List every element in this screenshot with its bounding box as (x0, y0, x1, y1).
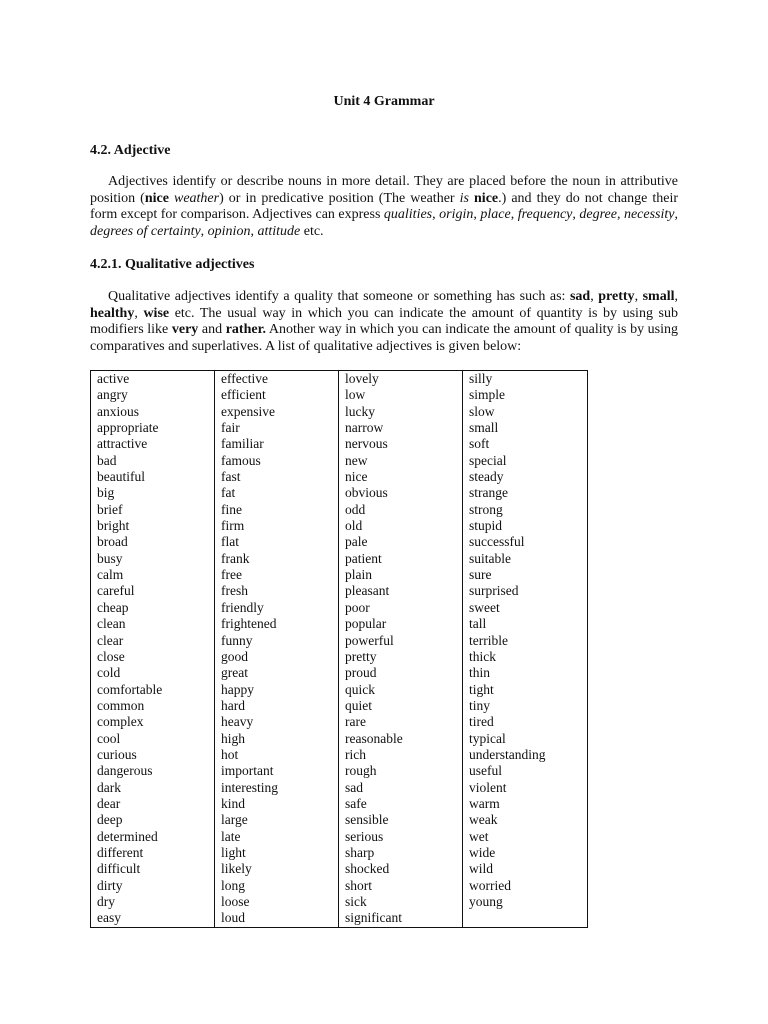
adjective-word: new (345, 452, 368, 468)
adjective-word: hot (221, 746, 239, 762)
adjective-word: cold (97, 665, 121, 681)
adjective-column-4 (463, 371, 588, 928)
text-run: etc. (300, 223, 324, 239)
adjective-word: determined (97, 828, 158, 844)
bold-term: small (642, 289, 675, 304)
adjective-word: famous (221, 452, 261, 468)
adjective-word: large (221, 812, 248, 828)
section-heading-adjective: 4.2. Adjective (90, 143, 171, 158)
adjective-word: thick (469, 648, 496, 664)
adjective-word: fat (221, 485, 236, 501)
adjective-word: rare (345, 714, 366, 730)
adjective-word: pale (345, 534, 368, 550)
italic-term: degree (579, 207, 617, 222)
adjective-word: slow (469, 403, 495, 419)
italic-term: origin (439, 207, 474, 222)
adjective-word: tired (469, 714, 494, 730)
adjective-word: expensive (221, 403, 275, 419)
adjective-word: bad (97, 452, 117, 468)
adjective-word: special (469, 452, 507, 468)
adjective-word: busy (97, 550, 123, 566)
adjective-word: quick (345, 681, 375, 697)
italic-term: weather (173, 190, 220, 206)
text-run: , (674, 207, 678, 222)
adjective-word: wet (469, 828, 489, 844)
adjective-word: successful (469, 534, 525, 550)
adjective-column-1 (91, 371, 215, 928)
adjective-word: safe (345, 795, 367, 811)
adjective-word: good (221, 648, 248, 664)
adjective-word: sensible (345, 812, 389, 828)
adjective-word: angry (97, 387, 128, 403)
text-run: , (432, 207, 440, 222)
adjective-word: sharp (345, 844, 375, 860)
adjective-word: serious (345, 828, 384, 844)
bold-term: pretty (598, 289, 635, 304)
adjective-word: calm (97, 567, 124, 583)
adjective-word: anxious (97, 403, 139, 419)
adjective-word: common (97, 697, 145, 713)
adjective-word: efficient (221, 387, 266, 403)
adjective-word: hard (221, 697, 245, 713)
adjective-word: suitable (469, 550, 511, 566)
subsection-heading-qualitative: 4.2.1. Qualitative adjectives (90, 257, 255, 272)
adjective-word: silly (469, 371, 493, 386)
adjective-word: quiet (345, 697, 372, 713)
adjective-word: kind (221, 795, 246, 811)
adjective-column-2 (215, 371, 339, 928)
text-run: , (616, 207, 624, 222)
adjective-word: powerful (345, 632, 394, 648)
adjective-word: young (469, 894, 503, 909)
adjective-word: comfortable (97, 681, 163, 697)
adjective-word: obvious (345, 485, 388, 501)
adjective-word: short (345, 877, 372, 893)
adjective-word: patient (345, 550, 382, 566)
text-run: and (198, 322, 226, 337)
adjective-word: rough (345, 763, 377, 779)
italic-term: attitude (257, 223, 301, 239)
text-run: ) or in predicative position (The weather (219, 190, 460, 206)
adjective-word: weak (469, 812, 498, 828)
adjective-word: steady (469, 469, 504, 485)
adjective-word: sad (345, 779, 363, 795)
text-run: Adjectives identify or describe nouns in more detail. They are placed before the noun in attributive position ( (90, 174, 678, 206)
adjective-word: nice (345, 469, 368, 485)
text-run: , (250, 223, 258, 239)
qualitative-paragraph (90, 289, 678, 355)
adjective-word: interesting (221, 779, 278, 795)
adjective-word: fresh (221, 583, 248, 599)
adjective-column-3 (339, 371, 463, 928)
adjective-word: late (221, 828, 241, 844)
text-run: , (674, 289, 678, 304)
adjective-word: wild (469, 861, 494, 877)
adjective-word: great (221, 665, 248, 681)
adjective-word: familiar (221, 436, 264, 452)
adjective-word: tall (469, 616, 487, 632)
italic-term: qualities (383, 207, 433, 222)
adjective-word: dangerous (97, 763, 153, 779)
adjective-word: low (345, 387, 366, 403)
adjective-word: loose (221, 894, 250, 909)
adjective-word: strange (469, 485, 508, 501)
adjective-word: useful (469, 763, 502, 779)
adjective-word: likely (221, 861, 252, 877)
italic-term: frequency (517, 207, 573, 222)
adjective-paragraph (90, 174, 678, 240)
adjective-word: effective (221, 371, 268, 386)
adjective-word: close (97, 648, 125, 664)
adjective-word: lucky (345, 403, 375, 419)
adjective-word: poor (345, 599, 370, 615)
adjective-table (90, 370, 588, 928)
adjective-word: narrow (345, 420, 384, 436)
adjective-word: dark (97, 779, 121, 795)
adjective-word: nervous (345, 436, 388, 452)
adjective-word: proud (345, 665, 377, 681)
adjective-word: tight (469, 681, 494, 697)
adjective-word: bright (97, 518, 130, 534)
adjective-word: cheap (97, 599, 129, 615)
text-run: Another way in which you can indicate the amount of quality is by using comparatives and superlatives. A list of qualitative adjectives is given below: (90, 322, 679, 354)
bold-term: healthy (90, 305, 135, 321)
adjective-word: understanding (469, 746, 546, 762)
text-run: , (634, 289, 643, 304)
adjective-word: long (221, 877, 246, 893)
adjective-word: sweet (469, 599, 500, 615)
adjective-word: clean (97, 616, 126, 632)
adjective-word: sure (469, 567, 492, 583)
adjective-word: light (221, 844, 246, 860)
adjective-word: sick (345, 894, 367, 909)
italic-term: necessity (623, 207, 675, 222)
bold-term: sad (569, 289, 591, 304)
adjective-word: curious (97, 746, 137, 762)
adjective-word: fair (221, 420, 240, 436)
adjective-word: clear (97, 632, 124, 648)
adjective-word: popular (345, 616, 387, 632)
adjective-word: stupid (469, 518, 503, 534)
bold-term: wise (143, 305, 170, 321)
adjective-word: careful (97, 583, 135, 599)
adjective-word: strong (469, 501, 503, 517)
bold-term: rather. (225, 322, 267, 337)
text-run: , (572, 207, 580, 222)
adjective-word: reasonable (345, 730, 403, 746)
adjective-word: old (345, 518, 363, 534)
adjective-word: simple (469, 387, 505, 403)
text-run: , (510, 207, 518, 222)
italic-term: degrees of certainty (90, 223, 201, 239)
adjective-word: surprised (469, 583, 519, 599)
adjective-word: beautiful (97, 469, 145, 485)
adjective-word: big (97, 485, 115, 501)
bold-term: nice (474, 190, 499, 206)
adjective-word: dry (97, 894, 115, 909)
adjective-word: complex (97, 714, 144, 730)
adjective-word: plain (345, 567, 372, 583)
adjective-word: fast (221, 469, 241, 485)
adjective-word: pleasant (345, 583, 390, 599)
adjective-word: high (221, 730, 246, 746)
text-run: , (134, 305, 144, 321)
text-run: Qualitative adjectives identify a quality that someone or something has such as: (108, 289, 570, 304)
adjective-word: thin (469, 665, 491, 681)
adjective-word: wide (469, 844, 496, 860)
text-run: , (473, 207, 481, 222)
bold-term: very (171, 322, 199, 337)
adjective-word: deep (97, 812, 123, 828)
adjective-word: pretty (345, 648, 377, 664)
italic-term: opinion (207, 223, 251, 239)
adjective-word: lovely (345, 371, 379, 386)
adjective-word: shocked (345, 861, 390, 877)
adjective-word: firm (221, 518, 245, 534)
adjective-word: easy (97, 910, 121, 926)
adjective-word: friendly (221, 599, 264, 615)
text-run: , (590, 289, 599, 304)
adjective-word: dear (97, 795, 121, 811)
adjective-word: appropriate (97, 420, 159, 436)
adjective-word: rich (345, 746, 366, 762)
adjective-word: soft (469, 436, 490, 452)
adjective-word: terrible (469, 632, 508, 648)
adjective-word: funny (221, 632, 253, 648)
adjective-word: warm (469, 795, 500, 811)
italic-term: place (480, 207, 511, 222)
adjective-word: violent (469, 779, 507, 795)
adjective-word: significant (345, 910, 402, 926)
text-run: etc. The usual way in which you can indicate the amount of quantity is by using sub modifiers like (90, 305, 678, 337)
adjective-word: happy (221, 681, 254, 697)
adjective-word: cool (97, 730, 121, 746)
adjective-word: frank (221, 550, 250, 566)
adjective-word: broad (97, 534, 128, 550)
unit-title: Unit 4 Grammar (333, 94, 435, 109)
adjective-word: difficult (97, 861, 141, 877)
adjective-word: heavy (221, 714, 254, 730)
adjective-word: frightened (221, 616, 277, 632)
adjective-word: small (469, 420, 499, 436)
adjective-word: important (221, 763, 274, 779)
adjective-word: different (97, 844, 144, 860)
text-run: .) and they do not change their form except for comparison. Adjectives can express (90, 190, 679, 222)
adjective-word: worried (469, 877, 511, 893)
adjective-word: tiny (469, 697, 491, 713)
adjective-word: odd (345, 501, 366, 517)
adjective-word: attractive (97, 436, 148, 452)
adjective-word: flat (221, 534, 239, 550)
adjective-word: active (97, 371, 130, 386)
adjective-word: brief (97, 501, 123, 517)
text-run: , (200, 223, 208, 239)
italic-term: is (459, 190, 469, 206)
adjective-word: loud (221, 910, 246, 926)
adjective-word: fine (221, 501, 242, 517)
adjective-word: typical (469, 730, 506, 746)
bold-term: nice (144, 190, 169, 206)
adjective-word: free (221, 567, 242, 583)
adjective-word: dirty (97, 877, 123, 893)
